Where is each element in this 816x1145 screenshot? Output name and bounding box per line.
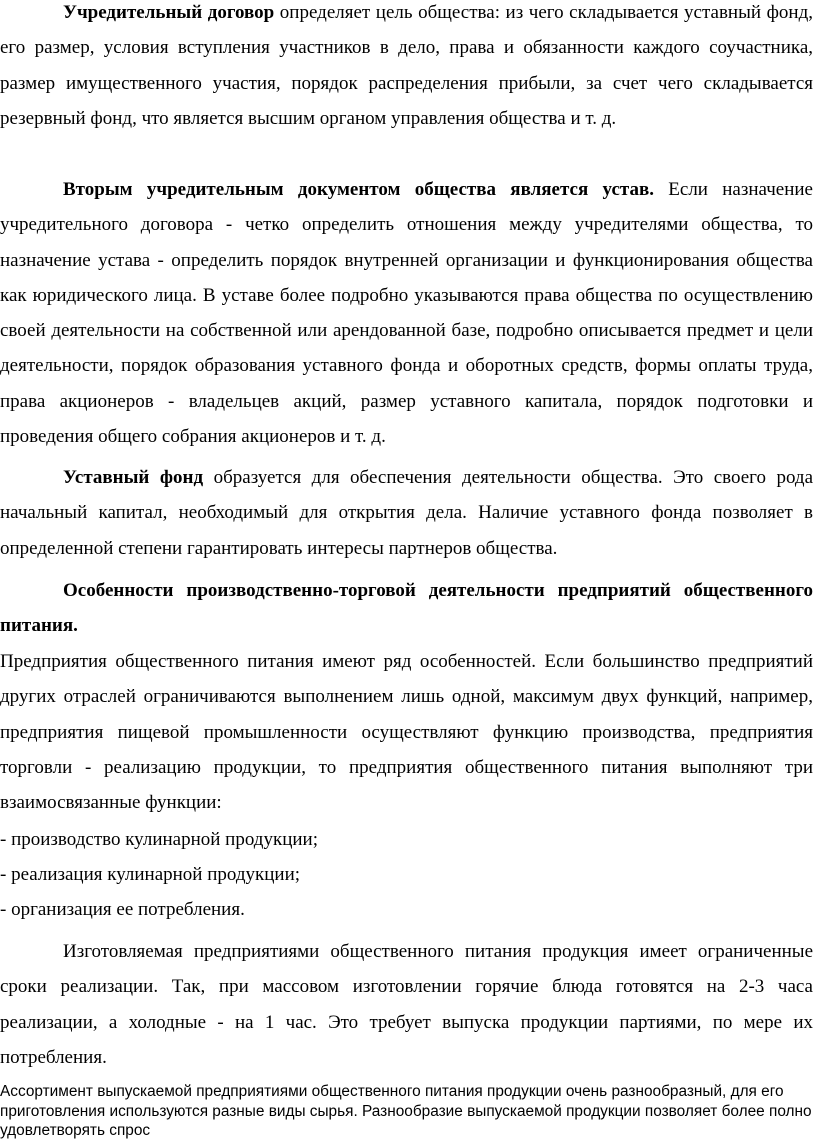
paragraph-shelf-life: Изготовляемая предприятиями общественного питания продукция имеет ограниченные сроки реализации. Так, при массовом изготовлении горячие блюда готовятся на 2-3 часа реализации, а холодные - на 1 час. Это требует выпуска продукции партиями, по мере их потребления.	[0, 941, 813, 1068]
paragraph-founding-agreement	[0, 0, 813, 136]
footer-note: Ассортимент выпускаемой предприятиями общественного питания продукции очень разнообразный, для его приготовления используются разные виды сырья. Разнообразие выпускаемой продукции позволяет более полно удовлетворять спрос	[0, 1083, 812, 1140]
list-item: - организация ее потребления.	[0, 899, 245, 920]
section-heading	[0, 573, 813, 644]
term-authorized-fund: Уставный фонд	[63, 467, 204, 488]
term-founding-agreement: Учредительный договор	[63, 2, 275, 23]
list-item: - реализация кулинарной продукции;	[0, 864, 301, 885]
section-heading-text: Особенности производственно-торговой деятельности предприятий общественного питания.	[0, 580, 813, 637]
paragraph-text: Если назначение учредительного договора - четко определить отношения между учредителями общества, то назначение устава - определить порядок внутренней организации и функционирования общества как юридического лица. В уставе более подробно указываются права общества по осуществлению своей деятельности на собственной или арендованной базе, подробно описывается предмет и цели деятельности, порядок образования уставного фонда и оборотных средств, формы оплаты труда, права акционеров - владельцев акций, размер уставного капитала, порядок подготовки и проведения общего собрания акционеров и т. д.	[0, 179, 813, 448]
paragraph-authorized-fund	[0, 460, 813, 566]
paragraph-features: Предприятия общественного питания имеют ряд особенностей. Если большинство предприятий других отраслей ограничиваются выполнением лишь одной, максимум двух функций, например, предприятия пищевой промышленности осуществляют функцию производства, предприятия торговли - реализацию продукции, то предприятия общественного питания выполняют три взаимосвязанные функции:	[0, 651, 813, 814]
paragraph-charter	[0, 172, 813, 454]
term-charter: Вторым учредительным документом общества является устав.	[63, 179, 654, 200]
list-item: - производство кулинарной продукции;	[0, 829, 318, 850]
paragraph-text: образуется для обеспечения деятельности общества. Это своего рода начальный капитал, необходимый для открытия дела. Наличие уставного фонда позволяет в определенной степени гарантировать интересы партнеров общества.	[0, 467, 814, 559]
paragraph-text: определяет цель общества: из чего складывается уставный фонд, его размер, условия вступления участников в дело, права и обязанности каждого соучастника, размер имущественного участия, порядок распределения прибыли, за счет чего складывается резервный фонд, что является высшим органом управления общества и т. д.	[0, 2, 813, 129]
